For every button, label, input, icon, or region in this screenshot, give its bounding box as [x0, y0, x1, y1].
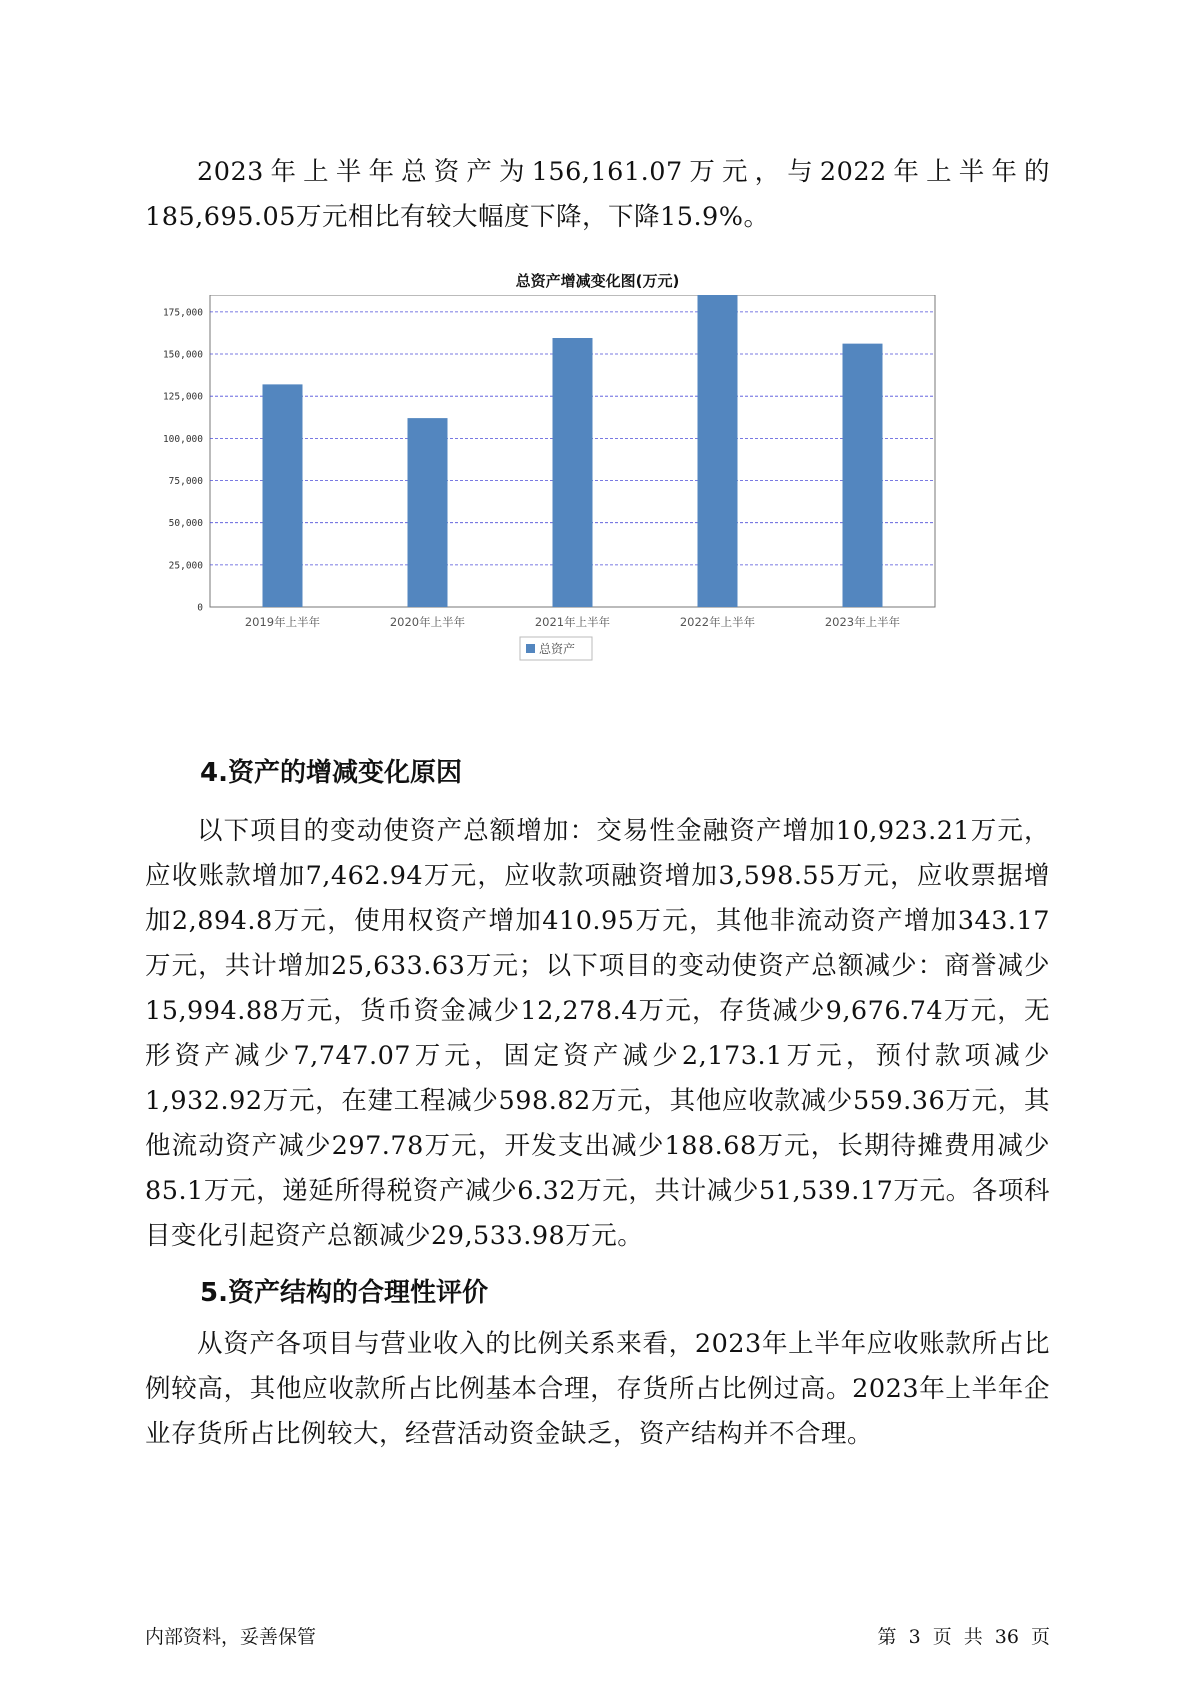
section4-heading: 4.资产的增减变化原因	[200, 758, 462, 788]
bar	[263, 384, 303, 607]
y-tick-label: 125,000	[162, 391, 203, 403]
section4-paragraph: 以下项目的变动使资产总额增加：交易性金融资产增加10,923.21万元，应收账款增加7,462.94万元，应收款项融资增加3,598.55万元，应收票据增加2,894.8万元，使用权资产增加410.95万元，其他非流动资产增加343.17万元，共计增加25,633.63万元；以下项目的变动使资产总额减少：商誉减少15,994.88万元，货币资金减少12,278.4万元，存货减少9,676.74万元，无形资产减少7,747.07万元，固定资产减少2,173.1万元，预付款项减少1,932.92万元，在建工程减少598.82万元，其他应收款减少559.36万元，其他流动资产减少297.78万元，开发支出减少188.68万元，长期待摊费用减少85.1万元，递延所得税资产减少6.32万元，共计减少51,539.17万元。各项科目变化引起资产总额减少29,533.98万元。	[145, 816, 1050, 1251]
bar	[553, 338, 593, 607]
chart-title: 总资产增减变化图(万元)	[515, 272, 680, 290]
legend-label: 总资产	[539, 642, 576, 656]
y-tick-label: 175,000	[162, 307, 203, 319]
y-tick-label: 0	[197, 602, 203, 614]
y-tick-label: 75,000	[168, 476, 203, 488]
footer-confidential-note: 内部资料，妥善保管	[145, 1626, 317, 1648]
bar	[408, 418, 448, 607]
x-tick-label: 2020年上半年	[389, 615, 466, 629]
intro-paragraph: 2023年上半年总资产为156,161.07万元，与2022年上半年的185,695.05万元相比有较大幅度下降，下降15.9%。	[145, 157, 1050, 232]
x-tick-label: 2022年上半年	[679, 615, 756, 629]
x-tick-label: 2021年上半年	[534, 615, 611, 629]
y-tick-label: 25,000	[168, 560, 203, 572]
legend-swatch	[526, 644, 535, 653]
bar	[698, 295, 738, 607]
section5-heading: 5.资产结构的合理性评价	[200, 1278, 488, 1308]
y-tick-label: 100,000	[162, 433, 203, 445]
y-tick-label: 50,000	[168, 518, 203, 530]
x-tick-label: 2019年上半年	[244, 615, 321, 629]
total-assets-bar-chart	[145, 295, 1050, 670]
bar	[843, 344, 883, 607]
footer-page-number: 第 3 页 共 36 页	[877, 1626, 1050, 1648]
section5-paragraph: 从资产各项目与营业收入的比例关系来看，2023年上半年应收账款所占比例较高，其他应收款所占比例基本合理，存货所占比例过高。2023年上半年企业存货所占比例较大，经营活动资金缺乏，资产结构并不合理。	[145, 1329, 1050, 1449]
x-tick-label: 2023年上半年	[824, 615, 901, 629]
y-tick-label: 150,000	[162, 349, 203, 361]
